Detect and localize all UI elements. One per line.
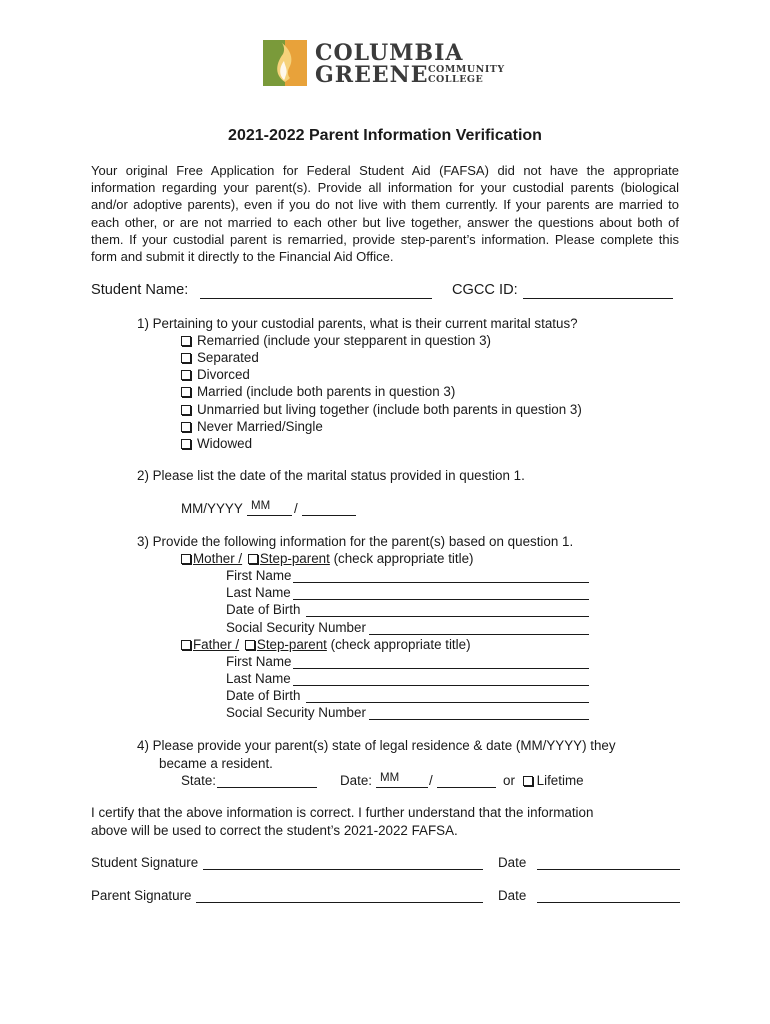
- parent1-ssn-field[interactable]: [369, 634, 589, 635]
- logo-text-community-college: [428, 65, 505, 85]
- or-label: or: [503, 773, 515, 788]
- option-label: Never Married/Single: [197, 419, 323, 434]
- check-note: (check appropriate title): [333, 551, 474, 566]
- mother-stepparent-row: [181, 551, 474, 566]
- mother-checkbox[interactable]: [181, 554, 191, 564]
- option-divorced: [181, 367, 250, 382]
- certify-text: I certify that the above information is correct. I further understand that the information: [91, 805, 594, 820]
- parent-date-field[interactable]: [537, 902, 680, 903]
- flame-logo-icon: [263, 40, 307, 86]
- marital-month-value: MM: [251, 500, 271, 512]
- option-label: Widowed: [197, 436, 253, 451]
- step-parent-label: Step-parent: [259, 551, 330, 566]
- student-name-label: Student Name:: [91, 282, 189, 298]
- question-4-text: 4) Please provide your parent(s) state of legal residence & date (MM/YYYY) they: [137, 738, 616, 753]
- residence-slash: /: [429, 773, 433, 788]
- checkbox[interactable]: [181, 387, 191, 397]
- question-4-text-cont: became a resident.: [159, 756, 273, 771]
- parent1-dob-field[interactable]: [306, 616, 589, 617]
- state-label: State:: [181, 773, 216, 788]
- date-format-label: MM/YYYY: [181, 501, 243, 516]
- checkbox[interactable]: [181, 422, 191, 432]
- parent-signature-label: Parent Signature: [91, 888, 192, 903]
- college-logo: [263, 40, 508, 86]
- parent2-last-name-label: Last Name: [226, 671, 291, 686]
- student-date-label: Date: [498, 855, 527, 870]
- parent2-first-name-field[interactable]: [293, 668, 589, 669]
- parent1-last-name-field[interactable]: [293, 599, 589, 600]
- parent1-last-name-label: Last Name: [226, 585, 291, 600]
- option-label: Separated: [197, 350, 259, 365]
- parent2-last-name-field[interactable]: [293, 685, 589, 686]
- marital-month-field[interactable]: [247, 515, 292, 516]
- option-label: Married (include both parents in question 3): [197, 384, 456, 399]
- parent1-first-name-field[interactable]: [293, 582, 589, 583]
- student-signature-label: Student Signature: [91, 855, 199, 870]
- option-label: Remarried (include your stepparent in question 3): [197, 333, 492, 348]
- option-label: Unmarried but living together (include both parents in question 3): [197, 402, 582, 417]
- option-label: Divorced: [197, 367, 250, 382]
- lifetime-row: [503, 773, 584, 788]
- father-checkbox[interactable]: [181, 640, 191, 650]
- date-slash: /: [294, 501, 298, 516]
- checkbox[interactable]: [181, 405, 191, 415]
- option-married: [181, 384, 455, 399]
- option-never-married: [181, 419, 323, 434]
- father-label: Father /: [193, 637, 240, 652]
- option-widowed: [181, 436, 252, 451]
- logo-text-greene: GREENE: [315, 62, 429, 88]
- parent2-first-name-label: First Name: [226, 654, 292, 669]
- parent2-dob-label: Date of Birth: [226, 688, 301, 703]
- logo-text-community: COMMUNITY: [428, 64, 505, 75]
- state-field[interactable]: [217, 787, 317, 788]
- residence-month-value: MM: [380, 772, 400, 784]
- option-separated: [181, 350, 259, 365]
- lifetime-checkbox[interactable]: [523, 776, 533, 786]
- certify-text-cont: above will be used to correct the student’s 2021-2022 FAFSA.: [91, 823, 458, 838]
- residence-date-label: Date:: [340, 773, 373, 788]
- parent2-dob-field[interactable]: [306, 702, 589, 703]
- parent-signature-field[interactable]: [196, 902, 483, 903]
- form-title: 2021-2022 Parent Information Verification: [228, 127, 542, 144]
- question-1-text: 1) Pertaining to your custodial parents, what is their current marital status?: [137, 316, 578, 331]
- residence-year-field[interactable]: [437, 787, 496, 788]
- lifetime-label: Lifetime: [536, 773, 584, 788]
- student-date-field[interactable]: [537, 869, 680, 870]
- checkbox[interactable]: [181, 370, 191, 380]
- parent1-dob-label: Date of Birth: [226, 602, 301, 617]
- question-3-text: 3) Provide the following information for the parent(s) based on question 1.: [137, 534, 574, 549]
- student-name-field[interactable]: [200, 298, 432, 299]
- option-unmarried-together: [181, 402, 582, 417]
- student-signature-field[interactable]: [203, 869, 483, 870]
- parent1-first-name-label: First Name: [226, 568, 292, 583]
- step-parent-label: Step-parent: [256, 637, 327, 652]
- father-stepparent-row: [181, 637, 471, 652]
- mother-step-checkbox[interactable]: [248, 554, 258, 564]
- intro-paragraph: Your original Free Application for Federal Student Aid (FAFSA) did not have the appropriate information regarding your parent(s). Provide all information for your custodial parents (biological and/or adoptive parents), even if you do not live with them currently. If your parents are married to each other, or are not married to each other but live together, answer the questions about both of them. If your custodial parent is remarried, provide step-parent’s information. Please complete this form and submit it directly to the Financial Aid Office.: [91, 163, 679, 265]
- father-step-checkbox[interactable]: [245, 640, 255, 650]
- parent2-ssn-label: Social Security Number: [226, 705, 366, 720]
- checkbox[interactable]: [181, 336, 191, 346]
- parent-date-label: Date: [498, 888, 527, 903]
- checkbox[interactable]: [181, 439, 191, 449]
- mother-label: Mother /: [193, 551, 243, 566]
- logo-text-columbia: COLUMBIA: [315, 40, 464, 66]
- cgcc-id-field[interactable]: [523, 298, 673, 299]
- marital-year-field[interactable]: [302, 515, 356, 516]
- cgcc-id-label: CGCC ID:: [452, 282, 518, 298]
- option-remarried: [181, 333, 491, 348]
- residence-month-field[interactable]: [376, 787, 428, 788]
- parent1-ssn-label: Social Security Number: [226, 620, 366, 635]
- check-note: (check appropriate title): [330, 637, 471, 652]
- question-2-text: 2) Please list the date of the marital status provided in question 1.: [137, 468, 525, 483]
- parent2-ssn-field[interactable]: [369, 719, 589, 720]
- logo-text-college: COLLEGE: [428, 74, 484, 85]
- checkbox[interactable]: [181, 353, 191, 363]
